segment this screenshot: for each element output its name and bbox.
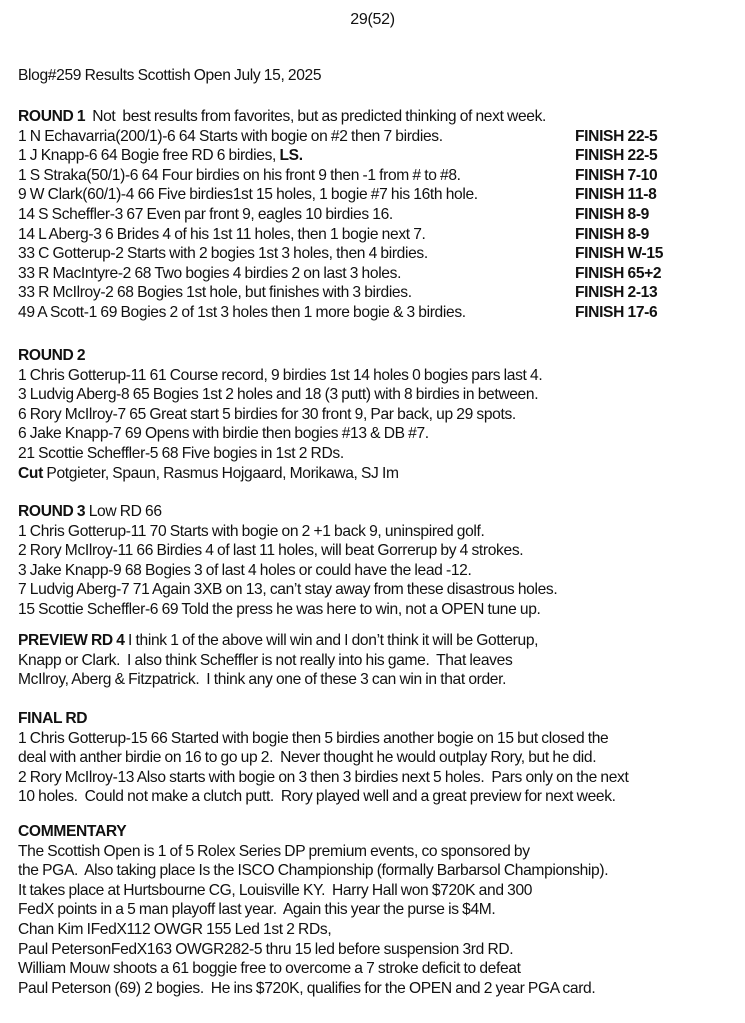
round-1-heading: ROUND 1 xyxy=(18,108,86,125)
round-1-player-row xyxy=(18,185,743,205)
round-1-player-row xyxy=(18,166,743,186)
finish-result: FINISH 22-5 xyxy=(575,127,658,145)
finish-result: FINISH 8-9 xyxy=(575,205,649,223)
round-1-player-row xyxy=(18,225,743,245)
round-2-player-row: 6 Jake Knapp-7 69 Opens with birdie then bogies #13 & DB #7. xyxy=(18,425,429,443)
round-1-section xyxy=(18,107,743,323)
cut-players: Potgieter, Spaun, Rasmus Hojgaard, Morikawa, SJ Im xyxy=(42,464,399,482)
round-1-header-line xyxy=(18,107,743,127)
round-2-player-row: 3 Ludvig Aberg-8 65 Bogies 1st 2 holes and 18 (3 putt) with 8 birdies in between. xyxy=(18,386,539,404)
commentary-line: Paul Peterson (69) 2 bogies. He ins $720K, qualifies for the OPEN and 2 year PGA card. xyxy=(18,979,596,997)
player-summary: 49 A Scott-1 69 Bogies 2 of 1st 3 holes then 1 more bogie & 3 birdies. xyxy=(18,303,466,321)
round-3-player-row: 1 Chris Gotterup-11 70 Starts with bogie on 2 +1 back 9, uninspired golf. xyxy=(18,522,485,540)
player-summary: 14 L Aberg-3 6 Brides 4 of his 1st 11 holes, then 1 bogie next 7. xyxy=(18,225,426,243)
preview-line: McIlroy, Aberg & Fitzpatrick. I think any one of these 3 can win in that order. xyxy=(18,671,507,689)
cut-label: Cut xyxy=(18,464,43,482)
finish-result: FINISH 8-9 xyxy=(575,225,649,243)
player-summary: 1 J Knapp-6 64 Bogie free RD 6 birdies, xyxy=(18,147,280,165)
round-1-player-row xyxy=(18,146,743,166)
round-3-player-row: 3 Jake Knapp-9 68 Bogies 3 of last 4 holes or could have the lead -12. xyxy=(18,561,472,579)
round-1-player-row xyxy=(18,205,743,225)
round-1-player-row xyxy=(18,127,743,147)
player-summary: 14 S Scheffler-3 67 Even par front 9, eagles 10 birdies 16. xyxy=(18,205,393,223)
finish-result: FINISH 11-8 xyxy=(575,186,657,204)
player-summary: 33 C Gotterup-2 Starts with 2 bogies 1st 3 holes, then 4 birdies. xyxy=(18,245,428,263)
player-summary: 1 S Straka(50/1)-6 64 Four birdies on his front 9 then -1 from # to #8. xyxy=(18,166,461,184)
page-number: 29(52) xyxy=(350,11,395,28)
preview-line: Knapp or Clark. I also think Scheffler is not really into his game. That leaves xyxy=(18,651,513,669)
document-title: Blog#259 Results Scottish Open July 15, 2025 xyxy=(18,67,322,84)
commentary-line: Chan Kim IFedX112 OWGR 155 Led 1st 2 RDs, xyxy=(18,920,332,938)
finish-result: FINISH 2-13 xyxy=(575,284,658,302)
preview-line xyxy=(18,631,743,651)
player-summary-emphasis: LS. xyxy=(279,147,303,165)
commentary-line: Paul PetersonFedX163 OWGR282-5 thru 15 led before suspension 3rd RD. xyxy=(18,940,514,958)
round-3-player-row: 15 Scottie Scheffler-6 69 Told the press he was here to win, not a OPEN tune up. xyxy=(18,600,541,618)
commentary-line: FedX points in a 5 man playoff last year. Again this year the purse is $4M. xyxy=(18,901,496,919)
final-round-heading: FINAL RD xyxy=(18,710,88,727)
commentary-section xyxy=(18,822,743,998)
preview-section xyxy=(18,631,743,690)
preview-text: I think 1 of the above will win and I don’t think it will be Gotterup, xyxy=(124,632,539,649)
round-3-player-row: 7 Ludvig Aberg-7 71 Again 3XB on 13, can’t stay away from these disastrous holes. xyxy=(18,581,558,599)
finish-result: FINISH 17-6 xyxy=(575,303,658,321)
preview-heading: PREVIEW RD 4 xyxy=(18,632,125,649)
commentary-line: The Scottish Open is 1 of 5 Rolex Series DP premium events, co sponsored by xyxy=(18,842,530,860)
round-1-player-row xyxy=(18,283,743,303)
round-1-player-row xyxy=(18,244,743,264)
final-round-line: deal with anther birdie on 16 to go up 2. Never thought he would outplay Rory, but he did. xyxy=(18,749,597,767)
round-3-header-line xyxy=(18,502,743,522)
finish-result: FINISH 22-5 xyxy=(575,147,658,165)
round-3-intro: Low RD 66 xyxy=(85,503,162,520)
final-round-line: 1 Chris Gotterup-15 66 Started with bogie then 5 birdies another bogie on 15 but closed the xyxy=(18,729,609,747)
player-summary: 1 N Echavarria(200/1)-6 64 Starts with bogie on #2 then 7 birdies. xyxy=(18,127,443,145)
finish-result: FINISH 7-10 xyxy=(575,166,658,184)
round-1-intro: Not best results from favorites, but as predicted thinking of next week. xyxy=(85,108,547,125)
finish-result: FINISH W-15 xyxy=(575,245,664,263)
commentary-line: the PGA. Also taking place Is the ISCO Championship (formally Barbarsol Championship). xyxy=(18,862,609,880)
cut-line xyxy=(18,464,743,484)
player-summary: 33 R McIlroy-2 68 Bogies 1st hole, but finishes with 3 birdies. xyxy=(18,284,412,302)
round-3-heading: ROUND 3 xyxy=(18,503,86,520)
player-summary: 33 R MacIntyre-2 68 Two bogies 4 birdies 2 on last 3 holes. xyxy=(18,264,402,282)
final-round-line: 2 Rory McIlroy-13 Also starts with bogie on 3 then 3 birdies next 5 holes. Pars only on the next xyxy=(18,768,629,786)
round-2-player-row: 1 Chris Gotterup-11 61 Course record, 9 birdies 1st 14 holes 0 bogies pars last 4. xyxy=(18,366,543,384)
round-3-player-row: 2 Rory McIlroy-11 66 Birdies 4 of last 11 holes, will beat Gorrerup by 4 strokes. xyxy=(18,542,524,560)
round-1-player-row xyxy=(18,303,743,323)
round-2-player-row: 6 Rory McIlroy-7 65 Great start 5 birdies for 30 front 9, Par back, up 29 spots. xyxy=(18,405,516,423)
final-round-line: 10 holes. Could not make a clutch putt. Rory played well and a great preview for next week. xyxy=(18,788,616,806)
commentary-heading: COMMENTARY xyxy=(18,823,127,840)
commentary-line: William Mouw shoots a 61 boggie free to overcome a 7 stroke deficit to defeat xyxy=(18,960,521,978)
commentary-line: It takes place at Hurtsbourne CG, Louisville KY. Harry Hall won $720K and 300 xyxy=(18,881,533,899)
final-round-section xyxy=(18,709,743,807)
round-2-player-row: 21 Scottie Scheffler-5 68 Five bogies in 1st 2 RDs. xyxy=(18,444,344,462)
finish-result: FINISH 65+2 xyxy=(575,264,662,282)
round-2-heading: ROUND 2 xyxy=(18,347,86,364)
round-3-section xyxy=(18,502,743,620)
round-2-section xyxy=(18,346,743,483)
player-summary: 9 W Clark(60/1)-4 66 Five birdies1st 15 holes, 1 bogie #7 his 16th hole. xyxy=(18,186,478,204)
round-1-player-row xyxy=(18,264,743,284)
